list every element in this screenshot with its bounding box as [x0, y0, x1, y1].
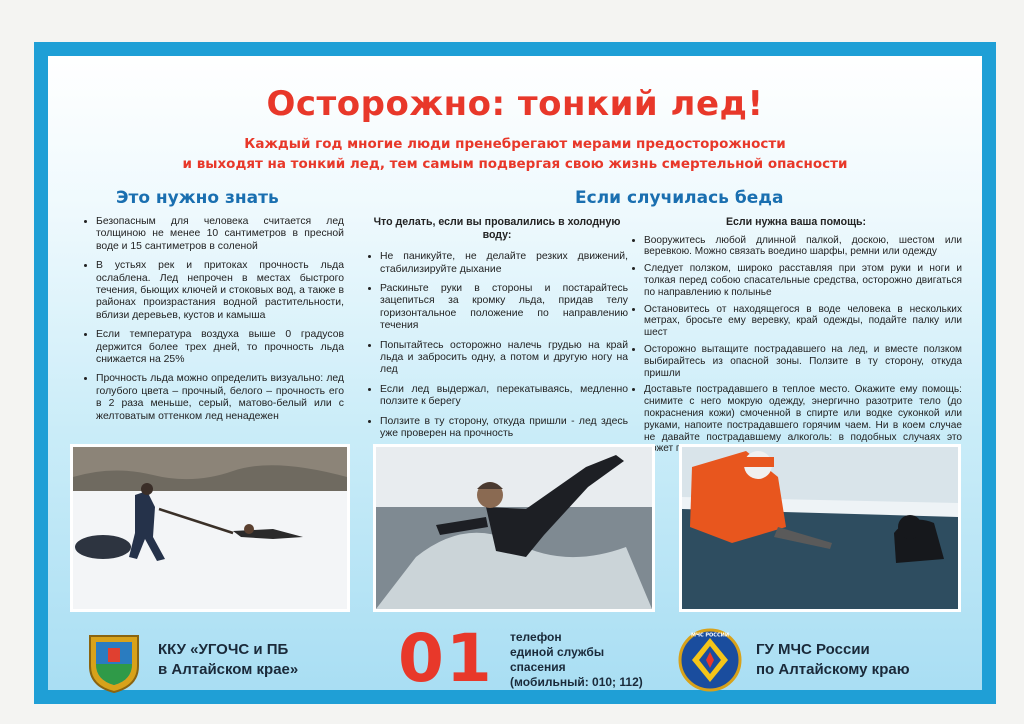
emercom-emblem-icon — [678, 628, 742, 697]
person-in-ice-photo — [373, 444, 655, 612]
subtitle-line: и выходят на тонкий лед, тем самым подвергая свою жизнь смертельной опасности — [182, 156, 848, 172]
left-org-line: ККУ «УГОЧС и ПБ — [158, 641, 289, 658]
help-subheading: Если нужна ваша помощь: — [725, 216, 867, 228]
phone-caption-line: телефон — [510, 630, 562, 644]
fell-in-subheading: Что делать, если вы провалились в холодную воду: — [373, 216, 621, 241]
list-item: • В устьях рек и притоках прочность льда ослаблена. Лед непрочен в местах быстрого течения, бьющих ключей и стоковых вод, а также в районах произрастания водной растительности, вблизи деревьев, кустов и камыша — [96, 260, 344, 322]
poster-title: Осторожно: тонкий лед! — [266, 84, 764, 124]
phone-caption-line: единой службы — [510, 645, 605, 659]
list-item: • Доставьте пострадавшего в теплое место. Окажите ему помощь: снимите с него мокрую одежду, энергично разотрите тело (до покраснения кожи) смоченной в спирте или водке суконкой или руками, напоите пострадавшего горячим чаем. Ни в коем случае не давайте пострадавшему алкоголь: в подобных случаях это может — [644, 384, 962, 455]
phone-caption-line: спасения — [510, 660, 566, 674]
poster-subtitle — [128, 134, 902, 174]
list-item: • Осторожно вытащите пострадавшего на лед, и вместе ползком выбирайтесь из опасной зоны. Ползите в ту сторону, откуда пришли — [644, 344, 962, 379]
left-organization — [158, 640, 298, 680]
rescue-photo-snow — [70, 444, 350, 612]
rescuer-photo — [679, 444, 961, 612]
right-org-line: по Алтайскому краю — [756, 661, 910, 678]
altai-coat-of-arms-icon — [82, 630, 146, 699]
list-item: • Если температура воздуха выше 0 градусов держится более трех дней, то прочность льда снижается на 25% — [96, 329, 344, 366]
list-item: • Вооружитесь любой длинной палкой, доскою, шестом или веревкою. Можно связать воедино шарфы, ремни или одежду — [644, 235, 962, 259]
list-item: • Если лед выдержал, перекатываясь, медленно ползите к берегу — [380, 384, 628, 409]
poster-panel — [48, 56, 982, 697]
list-item: • Прочность льда можно определить визуально: лед голубого цвета – прочный, белого – прочность его в 2 раза меньше, серый, матово-белый или с желтоватым оттенком лед ненадежен — [96, 373, 344, 423]
list-item: • Ползите в ту сторону, откуда пришли - лед здесь уже проверен на прочность — [380, 416, 628, 441]
list-item: • Попытайтесь осторожно налечь грудью на край льда и забросить одну, а потом и другую ногу на лед — [380, 340, 628, 377]
help-column — [630, 216, 962, 460]
list-item: • Безопасным для человека считается лед толщиною не менее 10 сантиметров в пресной воде и 15 сантиметров в соленой — [96, 216, 344, 253]
right-organization — [756, 640, 910, 680]
section-heading-trouble: Если случилась беда — [575, 188, 784, 208]
left-org-line: в Алтайском крае» — [158, 661, 299, 678]
phone-caption — [510, 630, 643, 690]
emergency-number: 01 — [398, 620, 494, 697]
know-column — [82, 216, 344, 430]
list-item: • Следует ползком, широко расставляя при этом руки и ноги и толкая перед собою спасательные средства, осторожно двигаться по направлению к полынье — [644, 263, 962, 298]
fell-in-column — [366, 216, 628, 447]
phone-caption-line: (мобильный: 010; 112) — [510, 675, 643, 689]
subtitle-line: Каждый год многие люди пренебрегают мерами предосторожности — [244, 136, 786, 152]
poster-frame — [34, 42, 996, 704]
right-org-line: ГУ МЧС России — [756, 641, 870, 658]
section-heading-know: Это нужно знать — [116, 188, 279, 208]
list-item: • Раскиньте руки в стороны и постарайтесь зацепиться за кромку льда, придав телу горизонтальное положение по направлению течения — [380, 283, 628, 333]
list-item: • Не паникуйте, не делайте резких движений, стабилизируйте дыхание — [380, 251, 628, 276]
list-item: • Остановитесь от находящегося в воде человека в нескольких метрах, бросьте ему веревку, край одежды, подайте палку или шест — [644, 304, 962, 339]
emblem-lettering: МЧС РОССИИ — [690, 632, 730, 639]
